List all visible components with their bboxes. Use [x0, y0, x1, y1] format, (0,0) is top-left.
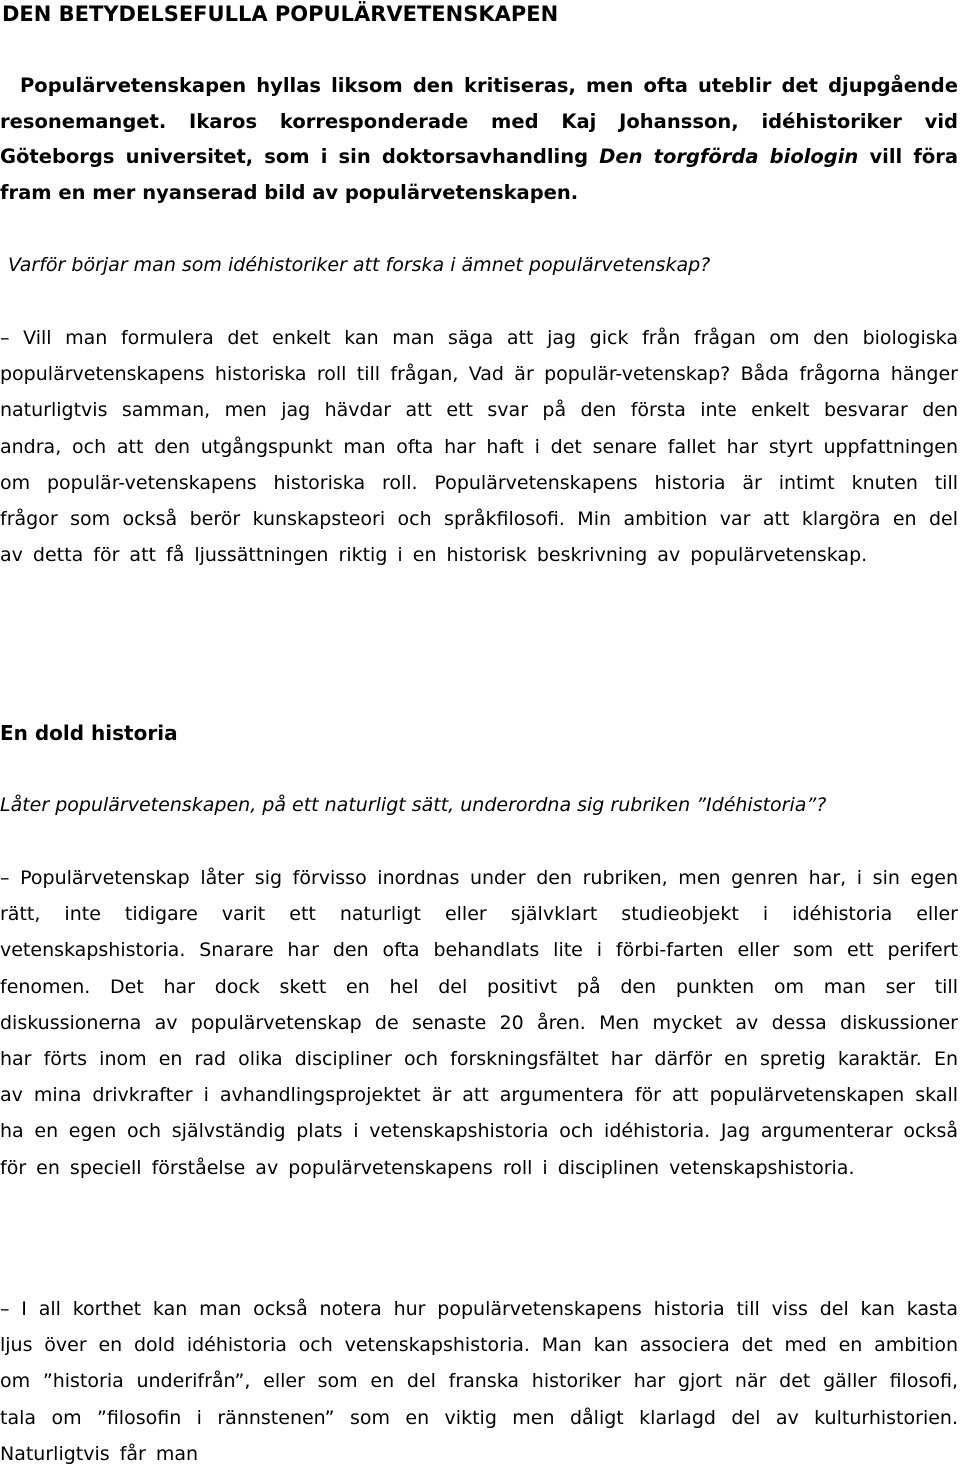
- intro-text-after: vill föra fram en mer nyanserad bild av populärvetenskapen.: [0, 145, 958, 204]
- intro-text-before: Populärvetenskapen hyllas liksom den kritiseras, men ofta uteblir det djupgående resonemanget. Ikaros korresponderade med Kaj Johansson, idéhistoriker vid Göteborgs universitet, som i sin doktorsavhandling: [0, 74, 958, 168]
- book-title: Den torgförda biologin: [599, 145, 859, 168]
- question-1: Varför börjar man som idéhistoriker att forska i ämnet populärvetenskap?: [8, 254, 711, 276]
- intro-paragraph: [0, 68, 958, 210]
- article-title: DEN BETYDELSEFULLA POPULÄRVETENSKAPEN: [2, 2, 559, 26]
- answer-2: – Populärvetenskap låter sig förvisso inordnas under den rubriken, men genren har, i sin egen rätt, inte tidigare varit ett naturligt eller självklart studieobjekt i idéhistoria eller vetenskapshistoria. Snarare har den ofta behandlats lite i förbi-farten eller som ett perifert fenomen. Det har dock skett en hel del positivt på den punkten om man ser till diskussionerna av populärvetenskap de senaste 20 åren. Men mycket av dessa diskussioner har förts inom en rad olika discipliner och forskningsfältet har därför en spretig karaktär. En av mina drivkrafter i avhandlingsprojektet är att argumentera för att populärvetenskapen skall ha en egen och självständig plats i vetenskapshistoria och idéhistoria. Jag argumenterar också för en speciell förståelse av populärvetenskapens roll i disciplinen vetenskapshistoria.: [0, 867, 958, 1179]
- question-2: Låter populärvetenskapen, på ett naturligt sätt, underordna sig rubriken ”Idéhistoria”?: [0, 794, 827, 816]
- answer-3: – I all korthet kan man också notera hur populärvetenskapens historia till viss del kan kasta ljus över en dold idéhistoria och vetenskapshistoria. Man kan associera det med en ambition om ”historia underifrån”, eller som en del franska historiker har gjort när det gäller filosofi, tala om ”filosofin i rännstenen” som en viktig men dåligt klarlagd del av kulturhistorien. Naturligtvis får man: [0, 1298, 958, 1465]
- section-heading: En dold historia: [0, 721, 178, 745]
- answer-1: – Vill man formulera det enkelt kan man säga att jag gick från frågan om den biologiska populärvetenskapens historiska roll till frågan, Vad är populär-vetenskap? Båda frågorna hänger naturligtvis samman, men jag hävdar att ett svar på den första inte enkelt besvarar den andra, och att den utgångspunkt man ofta har haft i det senare fallet har styrt uppfattningen om populär-vetenskapens historiska roll. Populärvetenskapens historia är intimt knuten till frågor som också berör kunskapsteori och språkfilosofi. Min ambition var att klargöra en del av detta för att få ljussättningen riktig i en historisk beskrivning av populärvetenskap.: [0, 327, 958, 567]
